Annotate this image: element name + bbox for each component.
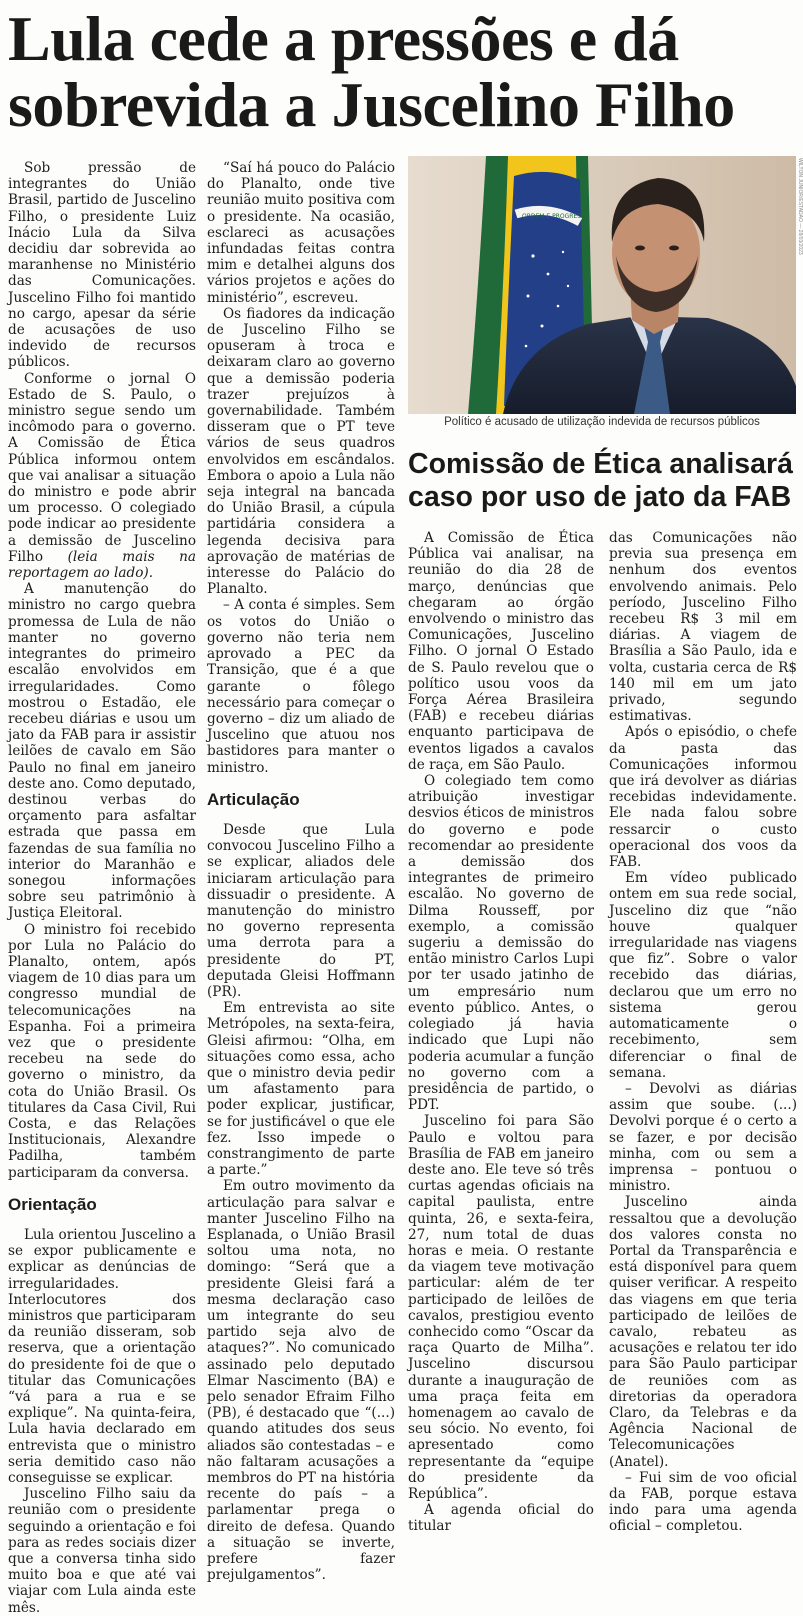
article-column-3 [408,530,594,1535]
photo-credit: WILTON JUNIOR/ESTADÃO — 28/03/2023 [797,158,803,255]
paragraph: Em entrevista ao site Metrópoles, na sexta-feira, Gleisi afirmou: “Olha, em situações como essa, acho que o ministro devia pedir um afastamento para poder explicar, justificar, se for justificável o que ele fez. Isso impede o constrangimento de parte a parte.” [207,1000,395,1179]
paragraph: “Saí há pouco do Palácio do Planalto, onde tive reunião muito positiva com o presidente. Na ocasião, esclareci as acusações infundadas feitas contra mim e detalhei alguns dos vários projetos e ações do ministério”, escreveu. [207,160,395,306]
paragraph: – A conta é simples. Sem os votos do União o governo não teria nem aprovado a PEC da Transição, que é a que garante o fôlego necessário para começar o governo – diz um aliado de Juscelino que atuou nos bastidores para manter o ministro. [207,597,395,776]
paragraph: das Comunicações não previa sua presença em nenhum dos eventos envolvendo animais. Pelo período, Juscelino Filho recebeu R$ 3 mil em diárias. A viagem de Brasília a São Paulo, ida e volta, custaria cerca de R$ 140 mil em um jato privado, segundo estimativas. [609,530,797,725]
paragraph: O ministro foi recebido por Lula no Palácio do Planalto, ontem, após viagem de 10 dias para um congresso mundial de telecomunicações na Espanha. Foi a primeira vez que o presidente recebeu na sede do governo o ministro, da cota do União Brasil. Os titulares da Casa Civil, Rui Costa, e das Relações Institucionais, Alexandre Padilha, também participaram da conversa. [8,921,196,1181]
paragraph: Juscelino ainda ressaltou que a devolução dos valores consta no Portal da Transparência e está disponível para quem quiser verificar. A respeito das viagens em que teria participado de leilões de cavalo, rebateu as acusações e relatou ter ido para São Paulo participar de reuniões com as diretorias da operadora Claro, da Telebras e da Agência Nacional de Telecomunicações (Anatel). [609,1194,797,1470]
headline: Lula cede a pressões e dá sobrevida a Juscelino Filho [8,3,735,140]
paragraph: Em vídeo publicado ontem em sua rede social, Juscelino diz que “não houve qualquer irregularidade nas viagens que fiz”. Sobre o valor recebido das diárias, declarou que um erro no sistema gerou automaticamente o recebimento, sem diferenciar o final de semana. [609,870,797,1081]
paragraph: Sob pressão de integrantes do União Brasil, partido de Juscelino Filho, o presidente Luiz Inácio Lula da Silva decidiu dar sobrevida ao maranhense no Ministério das Comunicações. Juscelino Filho foi mantido no cargo, apesar da série de acusações de uso indevido de recursos públicos. [8,160,196,371]
section-heading-articulacao: Articulação [207,789,300,809]
paragraph: Em outro movimento da articulação para salvar e manter Juscelino Filho na Esplanada, o União Brasil soltou uma nota, no domingo: “Será que a presidente Gleisi fará a mesma declaração caso um integrante do seu partido seja alvo de ataques?”. No comunicado assinado pelo deputado Elmar Nascimento (BA) e pelo senador Efraim Filho (PB), é destacado que “(...) quando atitudes dos seus aliados são contestadas – e não faltaram acusações a membros do PT na história recente do país – a parlamentar prega o direito de defesa. Quando a situação se inverte, prefere fazer prejulgamentos”. [207,1178,395,1584]
article-column-2 [207,160,395,1583]
paragraph: Desde que Lula convocou Juscelino Filho a se explicar, aliados dele iniciaram articulação para dissuadir o presidente. A manutenção do ministro no governo representa uma derrota para a presidente do PT, deputada Gleisi Hoffmann (PR). [207,821,395,1000]
flag-motto: ORDEM E PROGRESSO [522,213,590,220]
paragraph: – Fui sim de voo oficial da FAB, porque estava indo para uma agenda oficial – completou. [609,1469,797,1535]
paragraph: Juscelino foi para São Paulo e voltou para Brasília de FAB em janeiro deste ano. Ele teve só três curtas agendas oficiais na capital paulista, entre quinta, 26, e sexta-feira, 27, num total de duas horas e meia. O restante da viagem teve motivação particular: além de ter participado de leilões de cavalos, prestigiou evento conhecido como “Oscar da raça Quarto de Milha”. Juscelino discursou durante a inauguração de uma praça feita em homenagem ao cavalo de seu sócio. No evento, foi apresentado como representante da “equipe do presidente da República”. [408,1113,594,1502]
paragraph: A agenda oficial do titular [408,1502,594,1535]
paragraph: A Comissão de Ética Pública vai analisar, na reunião do dia 28 de março, denúncias que chegaram ao órgão envolvendo o ministro das Comunicações, Juscelino Filho. O jornal O Estado de S. Paulo revelou que o político usou voos da Força Aérea Brasileira (FAB) e recebeu diárias enquanto participava de eventos ligados a cavalos de raça, em São Paulo. [408,530,594,773]
paragraph-text: Conforme o jornal O Estado de S. Paulo, o ministro segue sendo um incômodo para o governo. A Comissão de Ética Pública informou ontem que vai analisar a situação do ministro e pode abrir um processo. O colegiado pode indicar ao presidente a demissão de Juscelino Filho [8,370,196,565]
paragraph: Os fiadores da indicação de Juscelino Filho se opuseram à troca e deixaram claro ao governo que a demissão poderia trazer prejuízos à governabilidade. Também disseram que o PT teve vários de seus quadros envolvidos em escândalos. Embora o apoio a Lula não seja integral na bancada do União Brasil, a cúpula partidária considera a legenda decisiva para aprovação de matérias de interesse do Palácio do Planalto. [207,305,395,598]
paragraph: A manutenção do ministro no cargo quebra promessa de Lula de não manter no governo integrantes do primeiro escalão envolvidos em irregularidades. Como mostrou o Estadão, ele recebeu diárias e usou um jato da FAB para ir assistir leilões de cavalo em São Paulo no final em janeiro deste ano. Como deputado, destinou verbas do orçamento para asfaltar estrada que passa em fazendas de sua família no interior do Maranhão e sonegou informações sobre seu patrimônio à Justiça Eleitoral. [8,581,196,922]
article-column-1 [8,160,196,1616]
paragraph: Juscelino Filho saiu da reunião com o presidente seguindo a orientação e foi para as redes sociais dizer que a conversa tinha sido muito boa e que até vai viajar com Lula ainda este mês. [8,1486,196,1616]
article-photo [408,156,796,414]
article-column-4 [609,530,797,1535]
paragraph: O colegiado tem como atribuição investigar desvios éticos de ministros do governo e pode recomendar ao presidente a demissão dos integrantes de primeiro escalão. No governo de Dilma Rousseff, por exemplo, a comissão sugeriu a demissão do então ministro Carlos Lupi por ter usado jatinho de um empresário num evento público. Antes, o colegiado já havia indicado que Lupi não poderia acumular a função no governo com a presidência de partido, o PDT. [408,773,594,1114]
paragraph: Após o episódio, o chefe da pasta das Comunicações informou que irá devolver as diárias recebidas indevidamente. Ele nada falou sobre ressarcir o custo operacional dos voos da FAB. [609,724,797,871]
paragraph [8,371,196,582]
photo-caption: Político é acusado de utilização indevida de recursos públicos [444,416,760,428]
cross-reference: (leia mais na reportagem ao lado). [8,548,196,582]
paragraph: Lula orientou Juscelino a se expor publicamente e explicar as denúncias de irregularidades. Interlocutores dos ministros que participaram da reunião disseram, sob reserva, que a orientação do presidente foi de que o titular das Comunicações “vá para a rua e se explique”. Na quinta-feira, Lula havia declarado em entrevista que o ministro seria demitido caso não conseguisse se explicar. [8,1227,197,1487]
minister-portrait-image [408,156,796,414]
section-heading-orientacao: Orientação [8,1194,97,1214]
secondary-headline: Comissão de Ética analisará caso por uso de jato da FAB [408,448,793,513]
paragraph: – Devolvi as diárias assim que soube. (...) Devolvi porque é o certo a se fazer, e por decisão minha, com ou sem a imprensa – pontuou o ministro. [609,1080,797,1195]
